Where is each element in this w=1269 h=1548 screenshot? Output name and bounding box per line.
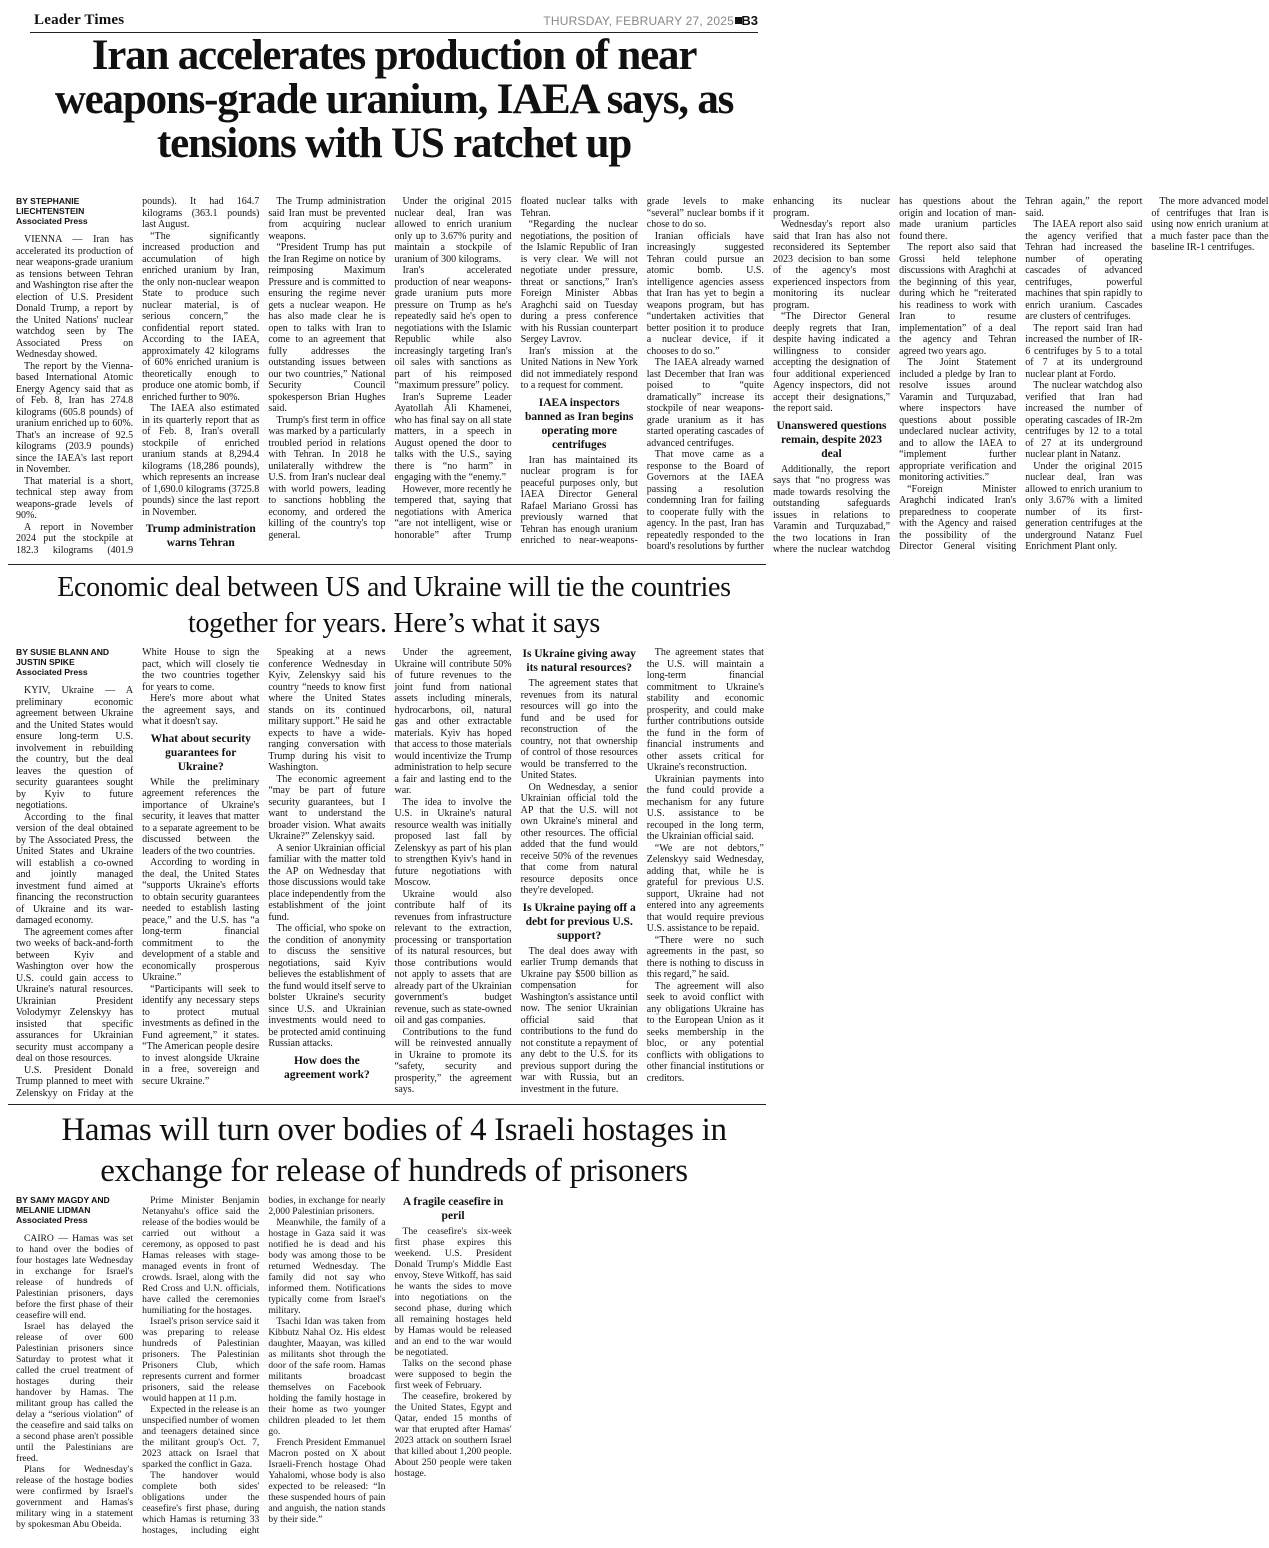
paragraph: “There were no such agreements in the past, so there is nothing to discuss in this regard,” he said. <box>646 934 764 980</box>
byline-agency: Associated Press <box>16 216 88 226</box>
paragraph: The deal does away with earlier Trump demands that Ukraine pay $500 billion as compensation for Washington's assistance until now. The senior Ukrainian official said that contributions to the fund do not constitute a repayment of any debt to the U.S. for its previous support during the war with Russia, but an investment in the future. <box>520 945 638 1095</box>
paragraph: Ukraine would also contribute half of its revenues from infrastructure relevant to the extraction, processing or transportation of its natural resources, but those contributions would not apply to assets that are already part of the Ukrainian government's budget revenue, such as state-owned oil and gas companies. <box>394 888 512 1026</box>
paragraph: However, more recently he tempered that, saying that negotiations with America “are not intelligent, wise or honorable” after Trump floated nuclear talks with Tehran. <box>394 196 638 541</box>
paragraph: Trump's first term in office was marked by a particularly troubled period in relations with Tehran. In 2018 he unilaterally withdrew the U.S. from Iran's nuclear deal with world powers, leading to sanctions hobbling the economy, and ordered the killing of the country's top general. <box>268 414 386 541</box>
paragraph: The handover would complete both sides' obligations under the ceasefire's first phase, during which Hamas is returning 33 hostages, including eight bodies, in exchange for nearly 2,000 Palestinian prisoners. <box>142 1195 386 1536</box>
byline-agency: Associated Press <box>16 667 88 677</box>
paragraph: The IAEA also estimated in its quarterly report that as of Feb. 8, Iran's overall stockpile of enriched uranium stands at 8,294.4 kilograms (18,286 pounds), which represents an increase of 1,690.0 kilograms (3725.8 pounds) since the last report in November. <box>142 403 260 518</box>
paragraph: Under the original 2015 nuclear deal, Iran was allowed to enrich uranium to only 3.67% with a limited number of its first-generation centrifuges at the underground Natanz Fuel Enrichment Plant only. <box>1025 460 1143 552</box>
page-number: B3 <box>741 13 758 28</box>
article-2-headline: Economic deal between US and Ukraine will tie the countries together for years. Here’s what it says <box>57 572 731 639</box>
paragraph: According to the final version of the deal obtained by The Associated Press, the United States and Ukraine will establish a co-owned and jointly managed investment fund aimed at financing the reconstruction of Ukraine and its war-damaged economy. <box>16 811 134 926</box>
paragraph: While the preliminary agreement references the importance of Ukraine's security, it leaves that matter to a separate agreement to be discussed between the leaders of the two countries. <box>142 776 260 857</box>
paragraph: “The Director General deeply regrets that Iran, despite having indicated a willingness to consider accepting the designation of four additional experienced Agency inspectors, did not accept their designations,” the report said. <box>772 311 891 414</box>
byline-authors: BY SAMY MAGDY AND MELANIE LIDMAN <box>16 1195 110 1215</box>
paragraph: That material is a short, technical step away from weapons-grade levels of 90%. <box>16 475 134 521</box>
paragraph: KYIV, Ukraine — A preliminary economic agreement between Ukraine and the United States would ensure long-term U.S. involvement in rebuilding the country, but the deal leaves the question of security guarantees sought by Kyiv to future negotiations. <box>16 685 134 811</box>
paragraph: “Regarding the nuclear negotiations, the position of the Islamic Republic of Iran is very clear. We will not negotiate under pressure, threat or sanctions,” Iran's Foreign Minister Abbas Araghchi said on Tuesday during a press conference with his Russian counterpart Sergey Lavrov. <box>520 219 638 345</box>
subheading: Unanswered questions remain, despite 2023 deal <box>776 419 887 460</box>
byline <box>16 196 133 226</box>
paragraph: According to wording in the deal, the United States “supports Ukraine's efforts to obtain security guarantees needed to establish lasting peace,” and the U.S. has “a long-term financial commitment to the development of a stable and economically prosperous Ukraine.” <box>142 857 260 983</box>
byline-authors: BY STEPHANIE LIECHTENSTEIN <box>16 196 85 216</box>
paragraph: On Wednesday, a senior Ukrainian official told the AP that the U.S. will not own Ukraine's mineral and other resources. The official added that the fund would receive 50% of the revenues that come from natural resource deposits once they're developed. <box>520 781 638 896</box>
paragraph: The agreement comes after two weeks of back-and-forth between Kyiv and Washington over how the U.S. could gain access to Ukraine's natural resources. Ukrainian President Volodymyr Zelenskyy has insisted that specific assurances for Ukrainian security must accompany a deal on those resources. <box>16 926 134 1064</box>
paragraph: Expected in the release is an unspecified number of women and teenagers detained since the militant group's Oct. 7, 2023 attack on Israel that sparked the conflict in Gaza. <box>142 1404 260 1470</box>
paragraph: “Foreign Minister Araghchi indicated Iran's preparedness to cooperate with the Agency and raised the possibility of the Director General visiting Tehran again,” the report said. <box>899 196 1143 552</box>
paragraph: Iran's Supreme Leader Ayatollah Ali Khamenei, who has final say on all state matters, in a speech in August opened the door to talks with the U.S., saying there is “no harm” in engaging with the “enemy.” <box>394 391 512 483</box>
paragraph: The agreement will also seek to avoid conflict with any obligations Ukraine has to the European Union as it seeks membership in the bloc, or any potential conflicts with obligations to other financial institutions or creditors. <box>646 980 764 1084</box>
paragraph: Speaking at a news conference Wednesday in Kyiv, Zelenskyy said his country “needs to know first where the United States stands on its continued military support.” He said he expects to have a wide-ranging conversation with Trump during his visit to Washington. <box>268 647 386 773</box>
paragraph: Under the agreement, Ukraine will contribute 50% of future revenues to the joint fund from national assets including minerals, hydrocarbons, oil, natural gas and other extractable materials. Kyiv has hoped that access to those materials would incentivize the Trump administration to help secure a fair and lasting end to the war. <box>394 647 512 796</box>
subheading: IAEA inspectors banned as Iran begins operating more centrifuges <box>525 396 634 451</box>
paragraph: The economic agreement “may be part of future security guarantees, but I want to understand the broader vision. What awaits Ukraine?” Zelenskyy said. <box>268 773 386 842</box>
paragraph: Prime Minister Benjamin Netanyahu's office said the release of the bodies would be carried out without a ceremony, as opposed to past Hamas releases with stage-managed events in front of crowds. Israel, along with the Red Cross and U.N. officials, have called the ceremonies humiliating for the hostages. <box>142 1195 260 1316</box>
section-divider <box>8 564 766 565</box>
paragraph: The IAEA report also said the agency verified that Tehran had increased the number of operating cascades of advanced centrifuges, powerful machines that spin rapidly to enrich uranium. Cascades are clusters of centrifuges. <box>1025 219 1143 322</box>
paragraph: The ceasefire's six-week first phase expires this weekend. U.S. President Donald Trump's Middle East envoy, Steve Witkoff, has said he wants the sides to move into negotiations on the second phase, during which all remaining hostages held by Hamas would be released and an end to the war would be negotiated. <box>394 1226 512 1358</box>
paragraph: A report in November 2024 put the stockpile at 182.3 kilograms (401.9 pounds). It had 164.7 kilograms (363.1 pounds) last August. <box>16 196 260 556</box>
paragraph: Wednesday's report also said that Iran has also not reconsidered its September 2023 decision to ban some of the agency's most experienced inspectors from monitoring its nuclear program. <box>772 219 891 311</box>
paragraph: The Joint Statement included a pledge by Iran to resolve issues around Varamin and Turquzabad, where inspectors have questions about possible undeclared nuclear activity, and to allow the IAEA to “implement further appropriate verification and monitoring activities.” <box>899 357 1017 483</box>
paragraph: The report by the Vienna-based International Atomic Energy Agency said that as of Feb. 8, Iran has 274.8 kilograms (605.8 pounds) of uranium enriched up to 60%. That's an increase of 92.5 kilograms (203.9 pounds) since the IAEA's last report in November. <box>16 360 134 475</box>
section-divider <box>8 1104 766 1105</box>
paragraph: The nuclear watchdog also verified that Iran had increased the number of operating cascades of IR-2m centrifuges by 12 to a total of 27 at its underground nuclear plant in Natanz. <box>1025 380 1143 460</box>
paragraph: Iran's mission at the United Nations in New York did not immediately respond to a request for comment. <box>520 345 638 391</box>
paragraph: French President Emmanuel Macron posted on X about Israeli-French hostage Ohad Yahalomi, whose body is also expected to be released: “In these suspended hours of pain and anguish, the nation stands by their side.” <box>268 1437 386 1525</box>
article-1-body <box>16 196 1269 556</box>
article-3-body <box>16 1195 764 1540</box>
paragraph: Under the original 2015 nuclear deal, Iran was allowed to enrich uranium only up to 3.67% purity and maintain a stockpile of uranium of 300 kilograms. <box>394 196 512 265</box>
paragraph: “We are not debtors,” Zelenskyy said Wednesday, adding that, while he is grateful for previous U.S. support, Ukraine had not entered into any agreements that would require previous U.S. assistance to be repaid. <box>646 842 764 934</box>
paragraph: U.S. President Donald Trump planned to meet with Zelenskyy on Friday at the White House to sign the pact, which will closely tie the two countries together for years to come. <box>16 647 260 1099</box>
paragraph: A senior Ukrainian official familiar with the matter told the AP on Wednesday that those discussions would take place independently from the establishment of the joint fund. <box>268 842 386 923</box>
issue-date: THURSDAY, FEBRUARY 27, 2025 <box>543 14 734 28</box>
paragraph: That move came as a response to the Board of Governors at the IAEA passing a resolution condemning Iran for failing to cooperate fully with the agency. In the past, Iran has repeatedly responded to the board's resolutions by further enhancing its nuclear program. <box>646 196 891 552</box>
paragraph: Meanwhile, the family of a hostage in Gaza said it was notified he is dead and his body was among those to be returned Wednesday. The family did not say who informed them. Notifications typically come from Israel's military. <box>268 1217 386 1316</box>
paragraph: VIENNA — Iran has accelerated its production of near weapons-grade uranium as tensions between Tehran and Washington rise after the election of U.S. President Donald Trump, a report by the United Nations' nuclear watchdog seen by The Associated Press on Wednesday showed. <box>16 234 134 360</box>
paragraph: The agreement states that revenues from its natural resources will go into the fund and be used for reconstruction of the country, not that ownership of control of those resources would be transferred to the United States. <box>520 678 638 781</box>
byline-authors: BY SUSIE BLANN AND JUSTIN SPIKE <box>16 647 110 667</box>
subheading: How does the agreement work? <box>284 1054 370 1081</box>
paragraph: Iranian officials have increasingly suggested Tehran could pursue an atomic bomb. U.S. intelligence agencies assess that Iran has yet to begin a weapons program, but has “undertaken activities that better position it to produce a nuclear device, if it chooses to do so.” <box>646 230 764 357</box>
article-1-headline: Iran accelerates production of near weapons-grade uranium, IAEA says, as tensions with US ratchet up <box>54 32 734 167</box>
masthead <box>30 6 758 33</box>
paragraph: Contributions to the fund will be reinvested annually in Ukraine to promote its “safety, security and prosperity,” the agreement says. <box>394 1026 512 1095</box>
paragraph: Iran's accelerated production of near weapons-grade uranium puts more pressure on Trump as he's repeatedly said he's open to negotiations with the Islamic Republic while also increasingly targeting Iran's oil sales with sanctions as part of his reimposed “maximum pressure” policy. <box>394 265 512 391</box>
paragraph: The report also said that Grossi held telephone discussions with Araghchi at the beginning of this year, during which he “reiterated his readiness to work with Iran to resume implementation” of a deal the agency and Tehran agreed two years ago. <box>899 242 1017 357</box>
paragraph: Plans for Wednesday's release of the hostage bodies were confirmed by Israel's government and Hamas's military wing in a statement by spokesman Abu Obeida. <box>16 1464 134 1530</box>
paragraph: Israel's prison service said it was preparing to release hundreds of Palestinian prisoners. The Palestinian Prisoners Club, which represents current and former prisoners, said the release would happen at 11 p.m. <box>142 1316 260 1404</box>
paragraph: The IAEA already warned last December that Iran was poised to “quite dramatically” increase its stockpile of near weapons-grade uranium as it has started operating cascades of advanced centrifuges. <box>646 357 764 449</box>
paragraph: The Trump administration said Iran must be prevented from acquiring nuclear weapons. <box>268 196 386 242</box>
paragraph: “President Trump has put the Iran Regime on notice by reimposing Maximum Pressure and is committed to ensuring the regime never gets a nuclear weapon. He has also made clear he is open to talks with Iran to come to an agreement that fully addresses the outstanding issues between our two countries,” National Security Council spokesperson Brian Hughes said. <box>268 242 386 414</box>
paragraph: The more advanced model of centrifuges that Iran is using now enrich uranium at a much faster pace than the baseline IR-1 centrifuges. <box>1151 196 1269 253</box>
byline <box>16 647 133 677</box>
paragraph: “The significantly increased production and accumulation of high enriched uranium by Iran, the only non-nuclear weapon State to produce such nuclear material, is of serious concern,” the confidential report stated. According to the IAEA, approximately 42 kilograms of 60% enriched uranium is theoretically enough to produce one atomic bomb, if enriched further to 90%. <box>142 230 260 403</box>
subheading: Is Ukraine paying off a debt for previous U.S. support? <box>522 901 636 942</box>
subheading: What about security guarantees for Ukraine? <box>150 732 251 773</box>
paragraph: Ukrainian payments into the fund could provide a mechanism for any future U.S. assistance to be recouped in the long term, the Ukrainian official said. <box>646 773 764 842</box>
byline <box>16 1195 133 1225</box>
newspaper-name: Leader Times <box>34 12 125 28</box>
byline-agency: Associated Press <box>16 1215 88 1225</box>
paragraph: Additionally, the report says that “no progress was made towards resolving the outstanding safeguards issues in relations to Varamin and Turquzabad,” the two locations in Iran where the nuclear watchdog has questions about the origin and location of man-made uranium particles found there. <box>772 196 1017 555</box>
paragraph: The agreement states that the U.S. will maintain a long-term financial commitment to Ukraine's stability and economic prosperity, and could make further contributions outside the fund in the form of financial instruments and other assets critical for Ukraine's reconstruction. <box>646 647 764 773</box>
article-3-headline: Hamas will turn over bodies of 4 Israeli hostages in exchange for release of hundreds of prisoners <box>61 1112 727 1189</box>
paragraph: Talks on the second phase were supposed to begin the first week of February. <box>394 1358 512 1391</box>
paragraph: The report said Iran had increased the number of IR-6 centrifuges by 5 to a total of 7 at its underground nuclear plant at Fordo. <box>1025 322 1143 380</box>
paragraph: CAIRO — Hamas was set to hand over the bodies of four hostages late Wednesday in exchange for Israel's release of hundreds of Palestinian prisoners, days before the first phase of their ceasefire will end. <box>16 1233 134 1321</box>
paragraph: Iran has maintained its nuclear program is for peaceful purposes only, but IAEA Director General Rafael Mariano Grossi has previously warned that Tehran has enough uranium enriched to near-weapons-grade levels to make “several” nuclear bombs if it chose to do so. <box>520 196 764 546</box>
paragraph: The ceasefire, brokered by the United States, Egypt and Qatar, ended 15 months of war that erupted after Hamas' 2023 attack on southern Israel that killed about 1,200 people. About 250 people were taken hostage. <box>394 1391 512 1479</box>
paragraph: The idea to involve the U.S. in Ukraine's natural resource wealth was initially proposed last fall by Zelenskyy as part of his plan to strengthen Kyiv's hand in future negotiations with Moscow. <box>394 796 512 888</box>
subheading: A fragile ceasefire in peril <box>402 1196 504 1222</box>
paragraph: Tsachi Idan was taken from Kibbutz Nahal Oz. His eldest daughter, Maayan, was killed as militants shot through the door of the safe room. Hamas militants broadcast themselves on Facebook holding the family hostage in their home as two younger children pleaded to let them go. <box>268 1316 386 1437</box>
article-2-body <box>16 647 764 1099</box>
paragraph: Israel has delayed the release of over 600 Palestinian prisoners since Saturday to protest what it called the cruel treatment of hostages during their handover by Hamas. The militant group has called the delay a “serious violation” of the ceasefire and said talks on a second phase aren't possible until the Palestinians are freed. <box>16 1321 134 1464</box>
subheading: Is Ukraine giving away its natural resources? <box>522 648 636 674</box>
paragraph: “Participants will seek to identify any necessary steps to protect mutual investments as defined in the Fund agreement,” it states. “The American people desire to invest alongside Ukraine in a free, sovereign and secure Ukraine.” <box>142 983 260 1087</box>
subheading: Trump administration warns Tehran <box>145 523 256 549</box>
paragraph: Here's more about what the agreement says, and what it doesn't say. <box>142 693 260 727</box>
paragraph: The official, who spoke on the condition of anonymity to discuss the sensitive negotiations, said Kyiv believes the establishment of the fund would itself serve to bolster Ukraine's security since U.S. and Ukrainian investments would need to be protected amid continuing Russian attacks. <box>268 923 386 1049</box>
